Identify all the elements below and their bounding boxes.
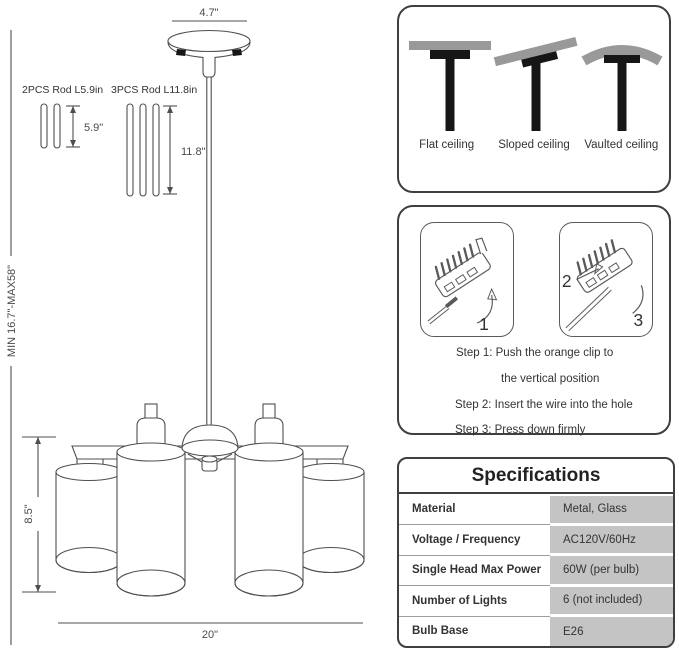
step1-text-cont: the vertical position — [501, 373, 600, 385]
table-row — [399, 494, 673, 524]
specifications-table — [397, 457, 675, 648]
spec-label-lights: Number of Lights — [399, 585, 550, 615]
spec-value-power: 60W (per bulb) — [550, 556, 673, 583]
spec-label-bulb-base: Bulb Base — [399, 616, 550, 646]
downrod — [207, 77, 211, 432]
step1-text: Step 1: Push the orange clip to — [456, 347, 614, 359]
spec-label-voltage: Voltage / Frequency — [399, 524, 550, 554]
chandelier-drawing — [56, 404, 364, 596]
canopy-drawing — [168, 21, 250, 77]
canopy-screw-left — [176, 49, 186, 56]
center-hub — [182, 425, 238, 471]
flat-ceiling-label: Flat ceiling — [419, 139, 475, 151]
spec-table-title: Specifications — [399, 459, 673, 494]
rods-2pcs-drawing — [41, 104, 80, 148]
vaulted-ceiling-label: Vaulted ceiling — [584, 139, 659, 151]
step3-text: Step 3: Press down firmly — [455, 424, 586, 436]
table-row — [399, 616, 673, 646]
rods-3pcs-label: 3PCS Rod L11.8in — [111, 84, 198, 96]
flat-ceiling-icon — [407, 33, 493, 133]
step2-number: 2 — [561, 271, 572, 292]
canopy-width-label: 4.7" — [199, 7, 219, 19]
spec-label-power: Single Head Max Power — [399, 555, 550, 585]
wire-connector-step23-icon — [560, 223, 651, 335]
spec-value-material: Metal, Glass — [550, 496, 673, 523]
step3-number: 3 — [633, 309, 644, 330]
rods-3pcs-length: 11.8" — [181, 146, 206, 158]
rods-2pcs-label: 2PCS Rod L5.9in — [22, 84, 104, 96]
ceiling-types-panel — [397, 5, 671, 193]
step2-text: Step 2: Insert the wire into the hole — [455, 399, 633, 411]
sloped-ceiling-icon — [493, 33, 579, 133]
wire-connector-step1-figure — [420, 222, 514, 337]
canopy-screw-right — [232, 49, 242, 56]
shade-outer-left — [56, 464, 122, 573]
wire-connector-step23-figure — [559, 222, 653, 337]
table-row — [399, 524, 673, 554]
sloped-ceiling-label: Sloped ceiling — [498, 139, 570, 151]
spec-value-voltage: AC120V/60Hz — [550, 526, 673, 553]
height-range-label: MIN 16.7"-MAX58" — [6, 264, 18, 358]
table-row — [399, 585, 673, 615]
wiring-steps-panel — [397, 205, 671, 435]
fixture-width-label: 20" — [201, 629, 219, 641]
shade-front-left — [117, 443, 185, 596]
sloped-ceiling-figure — [493, 33, 579, 133]
flat-ceiling-figure — [407, 33, 493, 133]
rods-2pcs-length: 5.9" — [84, 122, 104, 134]
shade-outer-right — [298, 464, 364, 573]
spec-value-bulb-base: E26 — [550, 617, 673, 646]
table-row — [399, 555, 673, 585]
spec-label-material: Material — [412, 503, 456, 516]
shade-height-label: 8.5" — [23, 504, 35, 524]
spec-value-lights: 6 (not included) — [550, 587, 673, 614]
step1-number: 1 — [479, 313, 489, 334]
wire-connector-step1-icon — [421, 223, 512, 335]
socket-front-right — [255, 404, 283, 444]
orange-clip — [473, 237, 490, 255]
rods-3pcs-drawing — [127, 104, 177, 196]
socket-front-left — [137, 404, 165, 444]
shade-front-right — [235, 443, 303, 596]
vaulted-ceiling-icon — [579, 33, 665, 133]
vaulted-ceiling-figure — [579, 33, 665, 133]
